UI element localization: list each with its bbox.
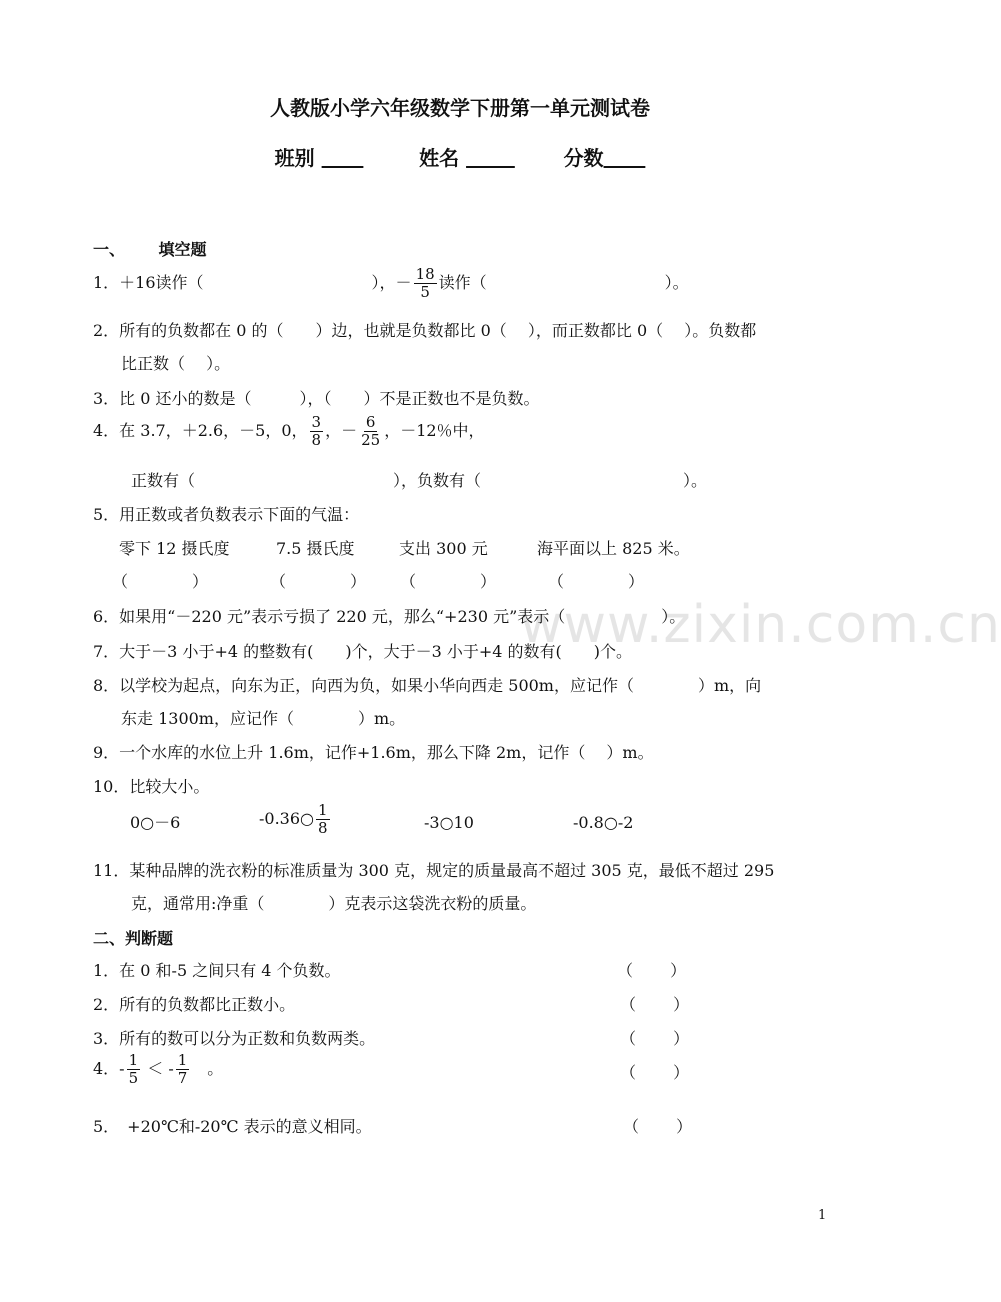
fraction-1-7: $\frac{1}{7}$ xyxy=(177,1051,188,1087)
judge-5-paren: （ ） xyxy=(623,1117,693,1136)
score-blank xyxy=(604,146,646,170)
name-label: 姓名 xyxy=(419,146,460,170)
score-label: 分数 xyxy=(563,146,604,170)
temp-blank-1: （ ） xyxy=(112,572,209,591)
fraction-6-25: $\frac{6}{25}$ xyxy=(361,413,381,449)
judge-3-paren: （ ） xyxy=(620,1029,690,1048)
section-1-heading: 一、 填空题 xyxy=(93,240,207,259)
question-5: 5．用正数或者负数表示下面的气温： xyxy=(93,505,360,524)
question-6: 6．如果用“－220 元”表示亏损了 220 元，那么“+230 元”表示（ ）。 xyxy=(93,607,686,626)
question-8-line-2: 东走 1300m，应记作（ ）m。 xyxy=(121,709,406,728)
question-2-line-2: 比正数（ ）。 xyxy=(121,354,231,373)
class-blank xyxy=(322,146,364,170)
compare-3: -3○10 xyxy=(424,813,474,832)
name-blank xyxy=(466,146,515,170)
page-number: 1 xyxy=(818,1208,827,1223)
compare-1: 0○－6 xyxy=(130,813,181,832)
judge-4-paren: （ ） xyxy=(620,1063,690,1082)
judge-5: 5． +20℃和-20℃ 表示的意义相同。 xyxy=(93,1117,372,1136)
class-label: 班别 xyxy=(274,146,315,170)
temp-item-3: 支出 300 元 xyxy=(399,539,488,558)
judge-4: 4．- $\frac{1}{5}$ ＜ - $\frac{1}{7}$ 。 xyxy=(93,1051,224,1087)
compare-4: -0.8○-2 xyxy=(573,813,634,832)
question-4-line-1: 4．在 3.7，＋2.6，－5，0， $\frac{3}{8}$ ，－ $\frac{6}{25}$ ，－12％中， xyxy=(93,413,485,449)
temp-item-1: 零下 12 摄氏度 xyxy=(119,539,230,558)
judge-3: 3．所有的数可以分为正数和负数两类。 xyxy=(93,1029,376,1048)
question-3: 3．比 0 还小的数是（ ），（ ）不是正数也不是负数。 xyxy=(93,389,540,408)
question-4-line-2: 正数有（ ），负数有（ ）。 xyxy=(131,471,708,490)
page-title: 人教版小学六年级数学下册第一单元测试卷 xyxy=(270,96,650,120)
question-10: 10．比较大小。 xyxy=(93,777,210,796)
question-8-line-1: 8．以学校为起点，向东为正，向西为负，如果小华向西走 500m，应记作（ ）m，向 xyxy=(93,676,762,695)
question-1: 1．＋16读作（ ），－ $\frac{18}{5}$ 读作（ ）。 xyxy=(93,265,689,301)
section-2-heading: 二、判断题 xyxy=(93,929,174,948)
question-11-line-2: 克，通常用:净重（ ）克表示这袋洗衣粉的质量。 xyxy=(131,894,537,913)
student-info-line xyxy=(0,142,920,171)
judge-2-paren: （ ） xyxy=(620,995,690,1014)
fraction-1-8: $\frac{1}{8}$ xyxy=(318,801,328,837)
question-2-line-1: 2．所有的负数都在 0 的（ ）边，也就是负数都比 0（ ），而正数都比 0（ ）。负数都 xyxy=(93,321,757,340)
temp-item-2: 7.5 摄氏度 xyxy=(276,539,355,558)
judge-1: 1．在 0 和-5 之间只有 4 个负数。 xyxy=(93,961,341,980)
question-7: 7．大于－3 小于+4 的整数有( )个，大于－3 小于+4 的数有( )个。 xyxy=(93,642,633,661)
fraction-1-5: $\frac{1}{5}$ xyxy=(128,1051,139,1087)
temp-blank-3: （ ） xyxy=(400,572,497,591)
fraction-3-8: $\frac{3}{8}$ xyxy=(311,413,322,449)
watermark: www.zixin.com.cn xyxy=(520,595,1001,655)
fraction-18-5: $\frac{18}{5}$ xyxy=(415,265,435,301)
question-11-line-1: 11．某种品牌的洗衣粉的标准质量为 300 克，规定的质量最高不超过 305 克，最低不超过 295 xyxy=(93,861,775,880)
temp-blank-4: （ ） xyxy=(548,572,645,591)
judge-2: 2．所有的负数都比正数小。 xyxy=(93,995,296,1014)
compare-2: -0.36○ $\frac{1}{8}$ xyxy=(259,801,328,837)
question-9: 9．一个水库的水位上升 1.6m，记作+1.6m，那么下降 2m，记作（ ）m。 xyxy=(93,743,654,762)
judge-1-paren: （ ） xyxy=(617,961,687,980)
temp-item-4: 海平面以上 825 米。 xyxy=(537,539,690,558)
temp-blank-2: （ ） xyxy=(270,572,367,591)
